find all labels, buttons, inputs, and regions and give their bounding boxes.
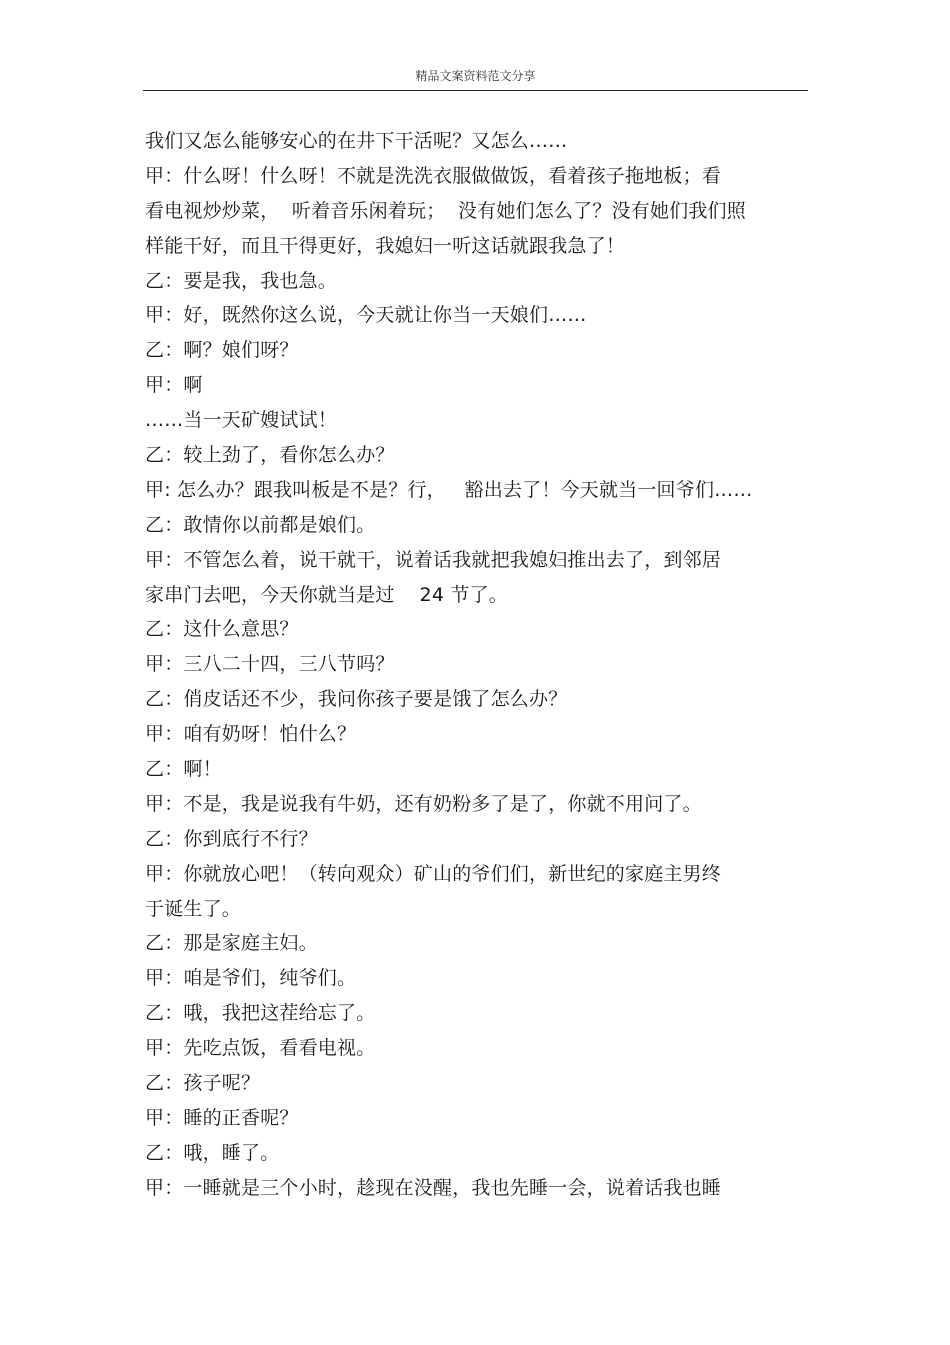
text-line: 甲：三八二十四，三八节吗？ bbox=[145, 653, 395, 676]
text-line: 于诞生了。 bbox=[145, 897, 242, 920]
text-line: 甲：啊 bbox=[145, 374, 203, 397]
text-line: 样能干好，而且干得更好，我媳妇一听这话就跟我急了！ bbox=[145, 234, 626, 257]
text-line: 乙：那是家庭主妇。 bbox=[145, 932, 318, 955]
header-divider bbox=[143, 90, 808, 91]
text-line: 甲：什么呀！什么呀！不就是洗洗衣服做做饭，看着孩子拖地板；看 bbox=[145, 164, 722, 187]
text-line: 乙：俏皮话还不少，我问你孩子要是饿了怎么办？ bbox=[145, 688, 568, 711]
text-line: 乙：较上劲了，看你怎么办？ bbox=[145, 444, 395, 467]
text-line: 甲：睡的正香呢？ bbox=[145, 1106, 299, 1129]
text-line: 乙：要是我，我也急。 bbox=[145, 269, 338, 292]
text-line: 乙：哦，睡了。 bbox=[145, 1141, 280, 1164]
text-line: 甲：你就放心吧！（转向观众）矿山的爷们们，新世纪的家庭主男终 bbox=[145, 862, 722, 885]
dialogue-body bbox=[145, 124, 805, 1206]
text-line: 乙：孩子呢？ bbox=[145, 1072, 261, 1095]
page-header-title: 精品文案资料范文分享 bbox=[415, 69, 536, 83]
text-line: 乙：你到底行不行？ bbox=[145, 827, 318, 850]
text-line: 家串门去吧，今天你就当是过 24 节了。 bbox=[145, 583, 508, 606]
text-line: 我们又怎么能够安心的在井下干活呢？又怎么…… bbox=[145, 130, 568, 152]
text-line: ……当一天矿嫂试试！ bbox=[145, 409, 338, 432]
text-line: 乙：啊？娘们呀？ bbox=[145, 339, 299, 362]
text-line: 乙：哦，我把这茬给忘了。 bbox=[145, 1002, 376, 1025]
text-line: 甲：咱有奶呀！怕什么？ bbox=[145, 723, 357, 746]
text-line: 甲：先吃点饭，看看电视。 bbox=[145, 1037, 376, 1060]
text-line: 甲：好，既然你这么说，今天就让你当一天娘们…… bbox=[145, 304, 587, 327]
text-line: 乙：这什么意思？ bbox=[145, 618, 299, 641]
text-line: 甲：不是，我是说我有牛奶，还有奶粉多了是了，你就不用问了。 bbox=[145, 792, 702, 815]
text-line: 甲：咱是爷们，纯爷们。 bbox=[145, 967, 357, 990]
text-line: 甲：不管怎么着，说干就干，说着话我就把我媳妇推出去了，到邻居 bbox=[145, 548, 722, 571]
text-line: 甲: 怎么办？跟我叫板是不是？行， 豁出去了！今天就当一回爷们…… bbox=[145, 478, 753, 501]
text-line: 甲：一睡就是三个小时，趁现在没醒，我也先睡一会，说着话我也睡 bbox=[145, 1176, 722, 1199]
text-line: 乙：敢情你以前都是娘们。 bbox=[145, 513, 376, 536]
text-line: 看电视炒炒菜， 听着音乐闲着玩； 没有她们怎么了？没有她们我们照 bbox=[145, 199, 746, 222]
text-line: 乙：啊！ bbox=[145, 758, 222, 781]
